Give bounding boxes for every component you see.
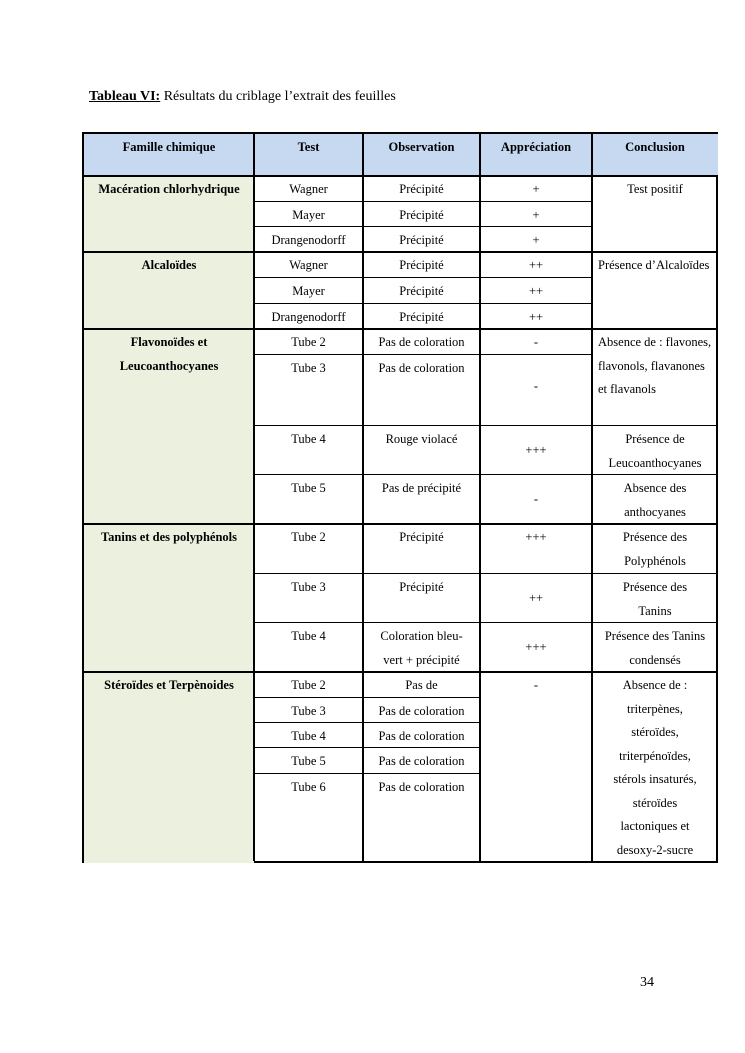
- test-cell: Tube 4: [291, 432, 326, 446]
- row-divider: [254, 773, 480, 774]
- caption-text: Résultats du criblage l’extrait des feuilles: [160, 89, 396, 104]
- conclusion-cell: Présence d’Alcaloïdes: [598, 258, 710, 272]
- header-conclusion: Conclusion: [592, 134, 718, 176]
- observation-cell: Précipité: [399, 182, 444, 196]
- observation-cell: Précipité: [399, 580, 444, 594]
- appreciation-cell: ++: [528, 590, 544, 605]
- header-famille: Famille chimique: [84, 134, 254, 176]
- row-divider: [254, 622, 718, 623]
- appreciation-cell: ++: [528, 284, 544, 298]
- row-divider: [84, 523, 718, 525]
- test-cell: Drangenodorff: [271, 233, 346, 247]
- observation-cell: Pas de précipité: [381, 481, 462, 495]
- appreciation-cell: +++: [525, 639, 547, 654]
- observation-cell: Précipité: [399, 530, 444, 544]
- test-cell: Tube 2: [291, 678, 326, 692]
- conclusion-cell: Test positif: [627, 182, 683, 196]
- row-divider: [254, 474, 718, 475]
- family-flavonoides: Flavonoïdes et Leucoanthocyanes: [84, 329, 254, 524]
- test-cell: Drangenodorff: [271, 310, 346, 324]
- observation-cell: Pas de coloration: [378, 754, 465, 768]
- observation-cell: Précipité: [399, 208, 444, 222]
- row-divider: [84, 671, 718, 673]
- test-cell: Tube 2: [291, 335, 326, 349]
- test-cell: Tube 3: [291, 580, 326, 594]
- appreciation-cell: +: [532, 233, 540, 247]
- observation-cell: Pas de coloration: [378, 361, 465, 375]
- column-divider: [362, 134, 364, 861]
- observation-cell: Pas de: [405, 678, 438, 692]
- table-caption: [89, 89, 396, 105]
- column-divider: [591, 134, 593, 861]
- family-steroides: Stéroïdes et Terpènoides: [84, 672, 254, 863]
- header-appreciation: Appréciation: [480, 134, 592, 176]
- row-divider: [254, 354, 592, 355]
- caption-label: Tableau VI:: [89, 89, 161, 104]
- column-divider: [253, 134, 255, 861]
- conclusion-cell: Présence des Polyphénols: [622, 530, 688, 568]
- row-divider: [84, 328, 718, 330]
- appreciation-cell: +++: [525, 530, 547, 544]
- observation-cell: Précipité: [399, 284, 444, 298]
- appreciation-cell: -: [533, 678, 539, 692]
- conclusion-cell: Présence de Leucoanthocyanes: [608, 432, 702, 470]
- test-cell: Tube 5: [291, 754, 326, 768]
- row-divider: [84, 251, 718, 253]
- row-divider: [254, 303, 592, 304]
- row-divider: [254, 697, 480, 698]
- test-cell: Tube 3: [291, 704, 326, 718]
- column-divider: [479, 134, 481, 861]
- observation-cell: Précipité: [399, 310, 444, 324]
- test-cell: Wagner: [289, 258, 328, 272]
- row-divider: [254, 425, 718, 426]
- row-divider: [254, 226, 592, 227]
- test-cell: Tube 2: [291, 530, 326, 544]
- header-observation: Observation: [363, 134, 480, 176]
- appreciation-cell: ++: [528, 258, 544, 272]
- family-alcaloides: Alcaloïdes: [84, 252, 254, 329]
- test-cell: Tube 4: [291, 729, 326, 743]
- test-cell: Tube 6: [291, 780, 326, 794]
- row-divider: [254, 722, 480, 723]
- conclusion-cell: Absence de : triterpènes, stéroïdes, triterpénoïdes, stérols insaturés, stéroïdes lactoniques et desoxy-2-sucre: [613, 678, 697, 857]
- observation-cell: Pas de coloration: [378, 704, 465, 718]
- family-maceration: Macération chlorhydrique: [84, 176, 254, 252]
- appreciation-cell: -: [533, 491, 539, 506]
- test-cell: Wagner: [289, 182, 328, 196]
- family-tanins: Tanins et des polyphénols: [84, 524, 254, 672]
- row-divider: [84, 175, 718, 177]
- test-cell: Tube 4: [291, 629, 326, 643]
- observation-cell: Pas de coloration: [378, 729, 465, 743]
- conclusion-cell: Absence des anthocyanes: [623, 481, 687, 519]
- row-divider: [254, 201, 592, 202]
- test-cell: Mayer: [292, 284, 325, 298]
- screening-results-table: [82, 132, 718, 863]
- appreciation-cell: -: [533, 379, 539, 394]
- row-divider: [254, 573, 718, 574]
- observation-cell: Coloration bleu-vert + précipité: [380, 629, 463, 667]
- header-test: Test: [254, 134, 363, 176]
- observation-cell: Pas de coloration: [378, 780, 465, 794]
- test-cell: Tube 3: [291, 361, 326, 375]
- row-divider: [254, 277, 592, 278]
- page-number: 34: [640, 975, 654, 990]
- observation-cell: Pas de coloration: [378, 335, 465, 349]
- test-cell: Mayer: [292, 208, 325, 222]
- observation-cell: Précipité: [399, 258, 444, 272]
- observation-cell: Précipité: [399, 233, 444, 247]
- appreciation-cell: +: [532, 208, 540, 222]
- appreciation-cell: +++: [525, 442, 547, 457]
- observation-cell: Rouge violacé: [385, 432, 458, 446]
- row-divider: [254, 747, 480, 748]
- conclusion-cell: Présence des Tanins condensés: [604, 629, 706, 667]
- appreciation-cell: -: [533, 335, 539, 349]
- conclusion-cell: Présence des Tanins: [622, 580, 688, 618]
- appreciation-cell: +: [532, 182, 540, 196]
- test-cell: Tube 5: [291, 481, 326, 495]
- appreciation-cell: ++: [528, 310, 544, 324]
- conclusion-cell: Absence de : flavones, flavonols, flavanones et flavanols: [598, 335, 712, 396]
